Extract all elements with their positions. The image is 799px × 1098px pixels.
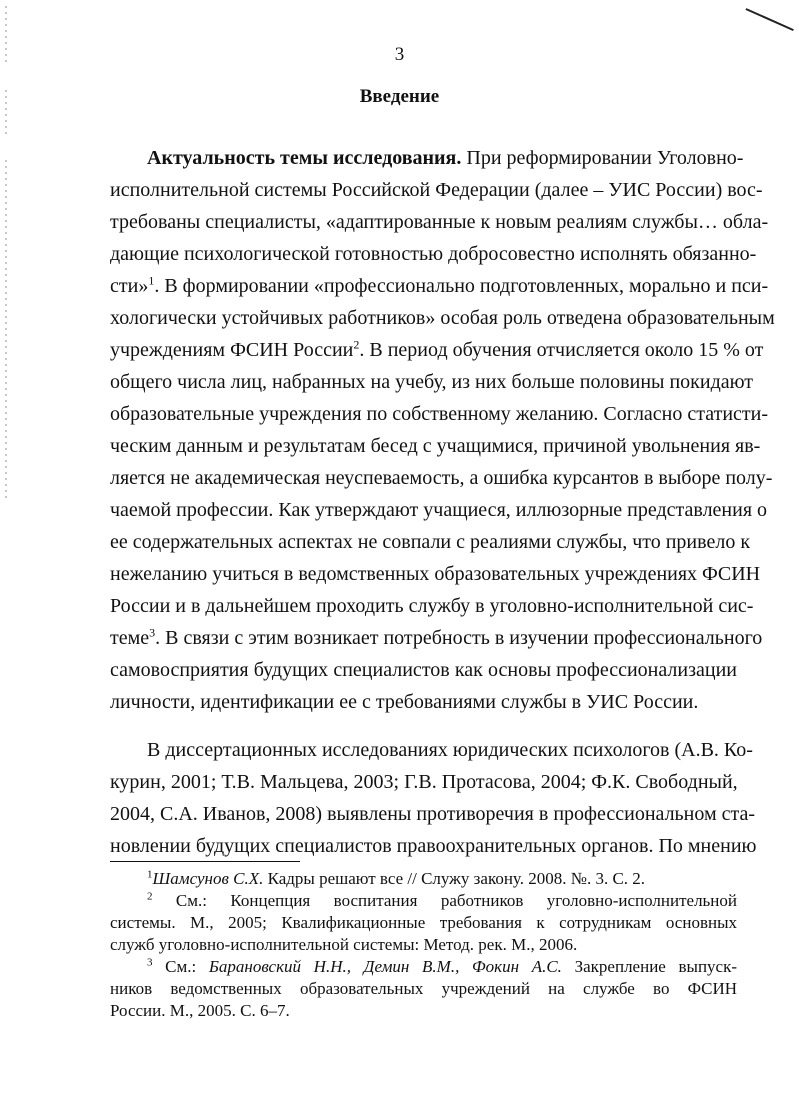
body-line: В диссертационных исследованиях юридических психологов (А.В. Ко-	[147, 739, 753, 761]
topic-relevance-label: Актуальность темы исследования.	[147, 147, 462, 169]
body-line: общего числа лиц, набранных на учебу, из них больше половины покидают	[110, 371, 754, 393]
body-line: ляется не академическая неуспеваемость, а ошибка курсантов в выборе полу-	[110, 467, 773, 489]
body-line: ее содержательных аспектах не совпали с реалиями службы, что привело к	[110, 531, 751, 553]
body-line: чаемой профессии. Как утверждают учащиеся, иллюзорные представления о	[110, 499, 768, 521]
footnote-1: $^1$Шамсунов С.Х. Кадры решают все // Служу закону. 2008. №. 3. С. 2.	[147, 868, 646, 888]
footnote-3: $^3$ См.: Барановский Н.Н., Демин В.М., Фокин А.С. Закрепление выпуск-	[147, 956, 738, 976]
scan-artifact-margin-noise	[5, 160, 7, 500]
body-line: учреждениям ФСИН России$^2$. В период обучения отчисляется около 15 % от	[110, 337, 764, 361]
body-line: нежеланию учиться в ведомственных образовательных учреждениях ФСИН	[110, 563, 761, 585]
body-line: новлении будущих специалистов правоохранительных органов. По мнению	[110, 835, 757, 857]
body-line: хологически устойчивых работников» особая роль отведена образовательным	[110, 307, 775, 329]
body-line: теме$^3$. В связи с этим возникает потребность в изучении профессионального	[110, 625, 763, 649]
footnote-2-line: системы. М., 2005; Квалификационные требования к сотрудникам основных	[110, 913, 737, 932]
body-line: образовательные учреждения по собственному желанию. Согласно статисти-	[110, 403, 769, 425]
footnote-3-line: России. М., 2005. С. 6–7.	[110, 1001, 290, 1020]
footnote-ref-2: 2	[353, 337, 360, 352]
body-line: дающие психологической готовностью добросовестно исполнять обязанно-	[110, 243, 757, 265]
body-line: исполнительной системы Российской Федерации (далее – УИС России) вос-	[110, 179, 763, 201]
footnote-2-line: служб уголовно-исполнительной системы: Метод. рек. М., 2006.	[110, 935, 578, 954]
footnote-ref-1: 1	[148, 273, 155, 288]
body-line: ческим данным и результатам бесед с учащимися, причиной увольнения яв-	[110, 435, 761, 457]
body-line: России и в дальнейшем проходить службу в уголовно-исполнительной сис-	[110, 595, 754, 617]
body-line: самовосприятия будущих специалистов как основы профессионализации	[110, 659, 737, 681]
footnote-separator	[110, 861, 300, 862]
body-line: Актуальность темы исследования. При реформировании Уголовно-	[147, 147, 744, 169]
body-line: личности, идентификации ее с требованиями службы в УИС России.	[110, 691, 699, 713]
section-heading: Введение	[359, 86, 440, 107]
footnote-2: $^2$ См.: Концепция воспитания работников уголовно-исполнительной	[147, 890, 737, 910]
page-number: 3	[394, 44, 405, 65]
body-line: курин, 2001; Т.В. Мальцева, 2003; Г.В. Протасова, 2004; Ф.К. Свободный,	[110, 771, 738, 793]
footnote-3-line: ников ведомственных образовательных учреждений на службе во ФСИН	[110, 979, 737, 998]
body-line: 2004, С.А. Иванов, 2008) выявлены противоречия в профессиональном ста-	[110, 803, 756, 825]
scan-artifact-corner-line	[746, 8, 794, 31]
footnote-ref-3: 3	[149, 625, 156, 640]
body-line: сти»$^1$. В формировании «профессионально подготовленных, морально и пси-	[110, 273, 769, 297]
body-line: требованы специалисты, «адаптированные к новым реалиям службы… обла-	[110, 211, 769, 233]
